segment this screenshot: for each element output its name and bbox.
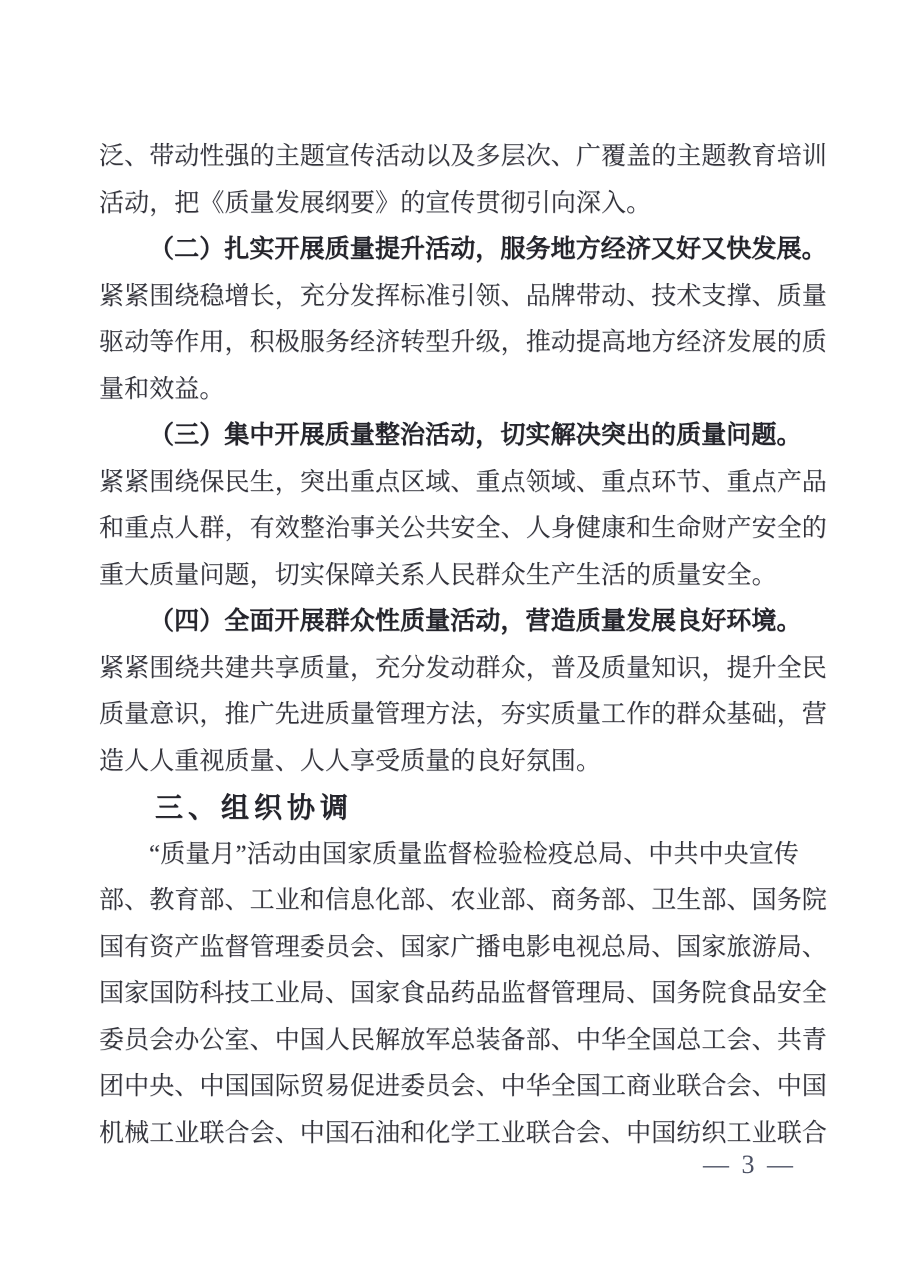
page-number: — 3 — — [703, 1150, 796, 1179]
text-line: 质量意识，推广先进质量管理方法，夯实质量工作的群众基础，营 — [99, 701, 827, 728]
section-heading: 三、组织协调 — [155, 792, 354, 823]
text-line: 机械工业联合会、中国石油和化学工业联合会、中国纺织工业联合 — [99, 1119, 827, 1147]
document-body — [99, 134, 839, 1157]
bold-heading-line: （二）扎实开展质量提升活动，服务地方经济又好又快发展。 — [149, 236, 827, 263]
text-line: 团中央、中国国际贸易促进委员会、中华全国工商业联合会、中国 — [99, 1073, 827, 1100]
text-line: 驱动等作用，积极服务经济转型升级，推动提高地方经济发展的质 — [99, 329, 827, 356]
text-line: 活动，把《质量发展纲要》的宣传贯彻引向深入。 — [99, 189, 652, 217]
text-line: 和重点人群，有效整治事关公共安全、人身健康和生命财产安全的 — [99, 515, 827, 542]
text-line: 量和效益。 — [99, 375, 225, 403]
text-line: 紧紧围绕共建共享质量，充分发动群众，普及质量知识，提升全民 — [99, 654, 827, 682]
text-line: 紧紧围绕稳增长，充分发挥标准引领、品牌带动、技术支撑、质量 — [99, 282, 827, 310]
text-line: 委员会办公室、中国人民解放军总装备部、中华全国总工会、共青 — [99, 1026, 827, 1054]
text-line: 国有资产监督管理委员会、国家广播电影电视总局、国家旅游局、 — [99, 933, 827, 961]
text-line: 国家国防科技工业局、国家食品药品监督管理局、国务院食品安全 — [99, 980, 827, 1007]
text-line: 重大质量问题，切实保障关系人民群众生产生活的质量安全。 — [99, 561, 777, 589]
text-line: 造人人重视质量、人人享受质量的良好氛围。 — [99, 747, 602, 775]
bold-heading-line: （三）集中开展质量整治活动，切实解决突出的质量问题。 — [149, 422, 802, 449]
text-line: 紧紧围绕保民生，突出重点区域、重点领域、重点环节、重点产品 — [99, 468, 827, 496]
text-line: 部、教育部、工业和信息化部、农业部、商务部、卫生部、国务院 — [99, 887, 827, 914]
text-line: “质量月”活动由国家质量监督检验检疫总局、中共中央宣传 — [149, 840, 799, 868]
bold-heading-line: （四）全面开展群众性质量活动，营造质量发展良好环境。 — [149, 608, 802, 635]
text-line: 泛、带动性强的主题宣传活动以及多层次、广覆盖的主题教育培训 — [99, 143, 827, 170]
